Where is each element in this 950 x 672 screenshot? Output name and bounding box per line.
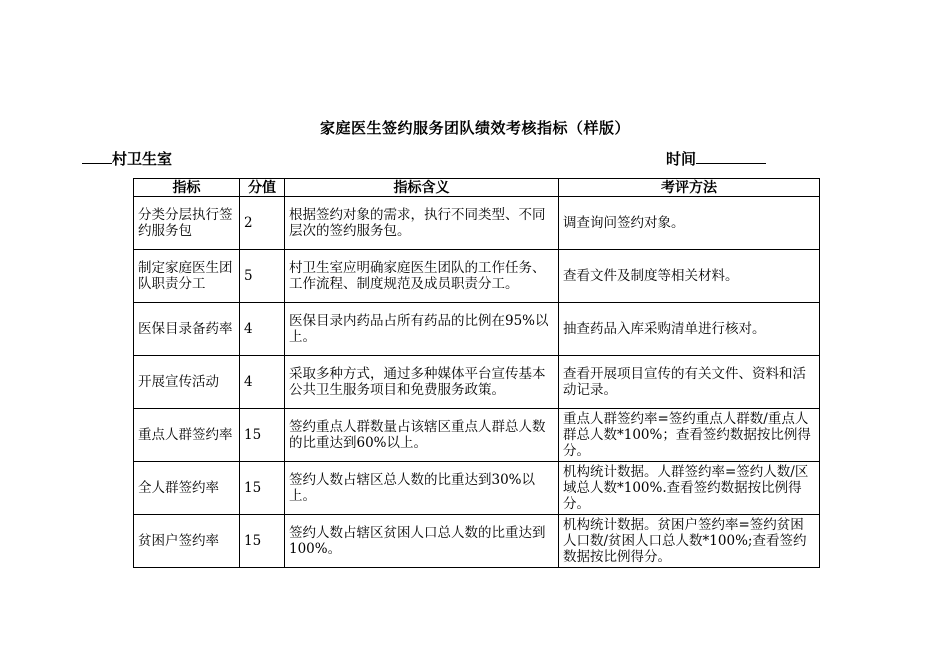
table-row [134, 250, 820, 303]
indicator-cell: 贫困户签约率 [134, 515, 240, 568]
score-cell: 5 [240, 250, 285, 303]
method-cell: 抽查药品入库采购清单进行核对。 [559, 303, 820, 356]
time-label: 时间 [666, 150, 697, 168]
method-cell: 调查询问签约对象。 [559, 197, 820, 250]
time-blank [696, 149, 766, 164]
header-meaning: 指标含义 [285, 179, 559, 197]
indicator-cell: 分类分层执行签约服务包 [134, 197, 240, 250]
meaning-cell: 根据签约对象的需求，执行不同类型、不同层次的签约服务包。 [285, 197, 559, 250]
table-row [134, 462, 820, 515]
meaning-cell: 医保目录内药品占所有药品的比例在95%以上。 [285, 303, 559, 356]
score-cell: 15 [240, 462, 285, 515]
kpi-table [133, 178, 820, 568]
village-blank [82, 149, 112, 164]
score-cell: 2 [240, 197, 285, 250]
table-row [134, 409, 820, 462]
indicator-cell: 重点人群签约率 [134, 409, 240, 462]
meaning-cell: 签约重点人群数量占该辖区重点人群总人数的比重达到60%以上。 [285, 409, 559, 462]
method-cell: 查看开展项目宣传的有关文件、资料和活动记录。 [559, 356, 820, 409]
method-cell: 机构统计数据。人群签约率=签约人数/区域总人数*100%.查看签约数据按比例得分。 [559, 462, 820, 515]
meaning-cell: 采取多种方式，通过多种媒体平台宣传基本公共卫生服务项目和免费服务政策。 [285, 356, 559, 409]
indicator-cell: 全人群签约率 [134, 462, 240, 515]
header-indicator: 指标 [134, 179, 240, 197]
score-cell: 4 [240, 356, 285, 409]
table-row [134, 197, 820, 250]
indicator-cell: 制定家庭医生团队职责分工 [134, 250, 240, 303]
time-field [666, 148, 766, 169]
indicator-cell: 医保目录备药率 [134, 303, 240, 356]
village-field [82, 148, 172, 169]
method-cell: 机构统计数据。贫困户签约率=签约贫困人口数/贫困人口总人数*100%;查看签约数据按比例得分。 [559, 515, 820, 568]
method-cell: 重点人群签约率=签约重点人群数/重点人群总人数*100%；查看签约数据按比例得分。 [559, 409, 820, 462]
document-title: 家庭医生签约服务团队绩效考核指标（样版） [319, 119, 630, 137]
table-row [134, 303, 820, 356]
meaning-cell: 签约人数占辖区总人数的比重达到30%以上。 [285, 462, 559, 515]
table-row [134, 356, 820, 409]
header-score: 分值 [240, 179, 285, 197]
table-row [134, 515, 820, 568]
score-cell: 15 [240, 409, 285, 462]
indicator-cell: 开展宣传活动 [134, 356, 240, 409]
meaning-cell: 签约人数占辖区贫困人口总人数的比重达到100%。 [285, 515, 559, 568]
score-cell: 4 [240, 303, 285, 356]
method-cell: 查看文件及制度等相关材料。 [559, 250, 820, 303]
header-row [134, 179, 820, 197]
score-cell: 15 [240, 515, 285, 568]
village-label: 村卫生室 [112, 150, 173, 168]
header-method: 考评方法 [559, 179, 820, 197]
meaning-cell: 村卫生室应明确家庭医生团队的工作任务、工作流程、制度规范及成员职责分工。 [285, 250, 559, 303]
